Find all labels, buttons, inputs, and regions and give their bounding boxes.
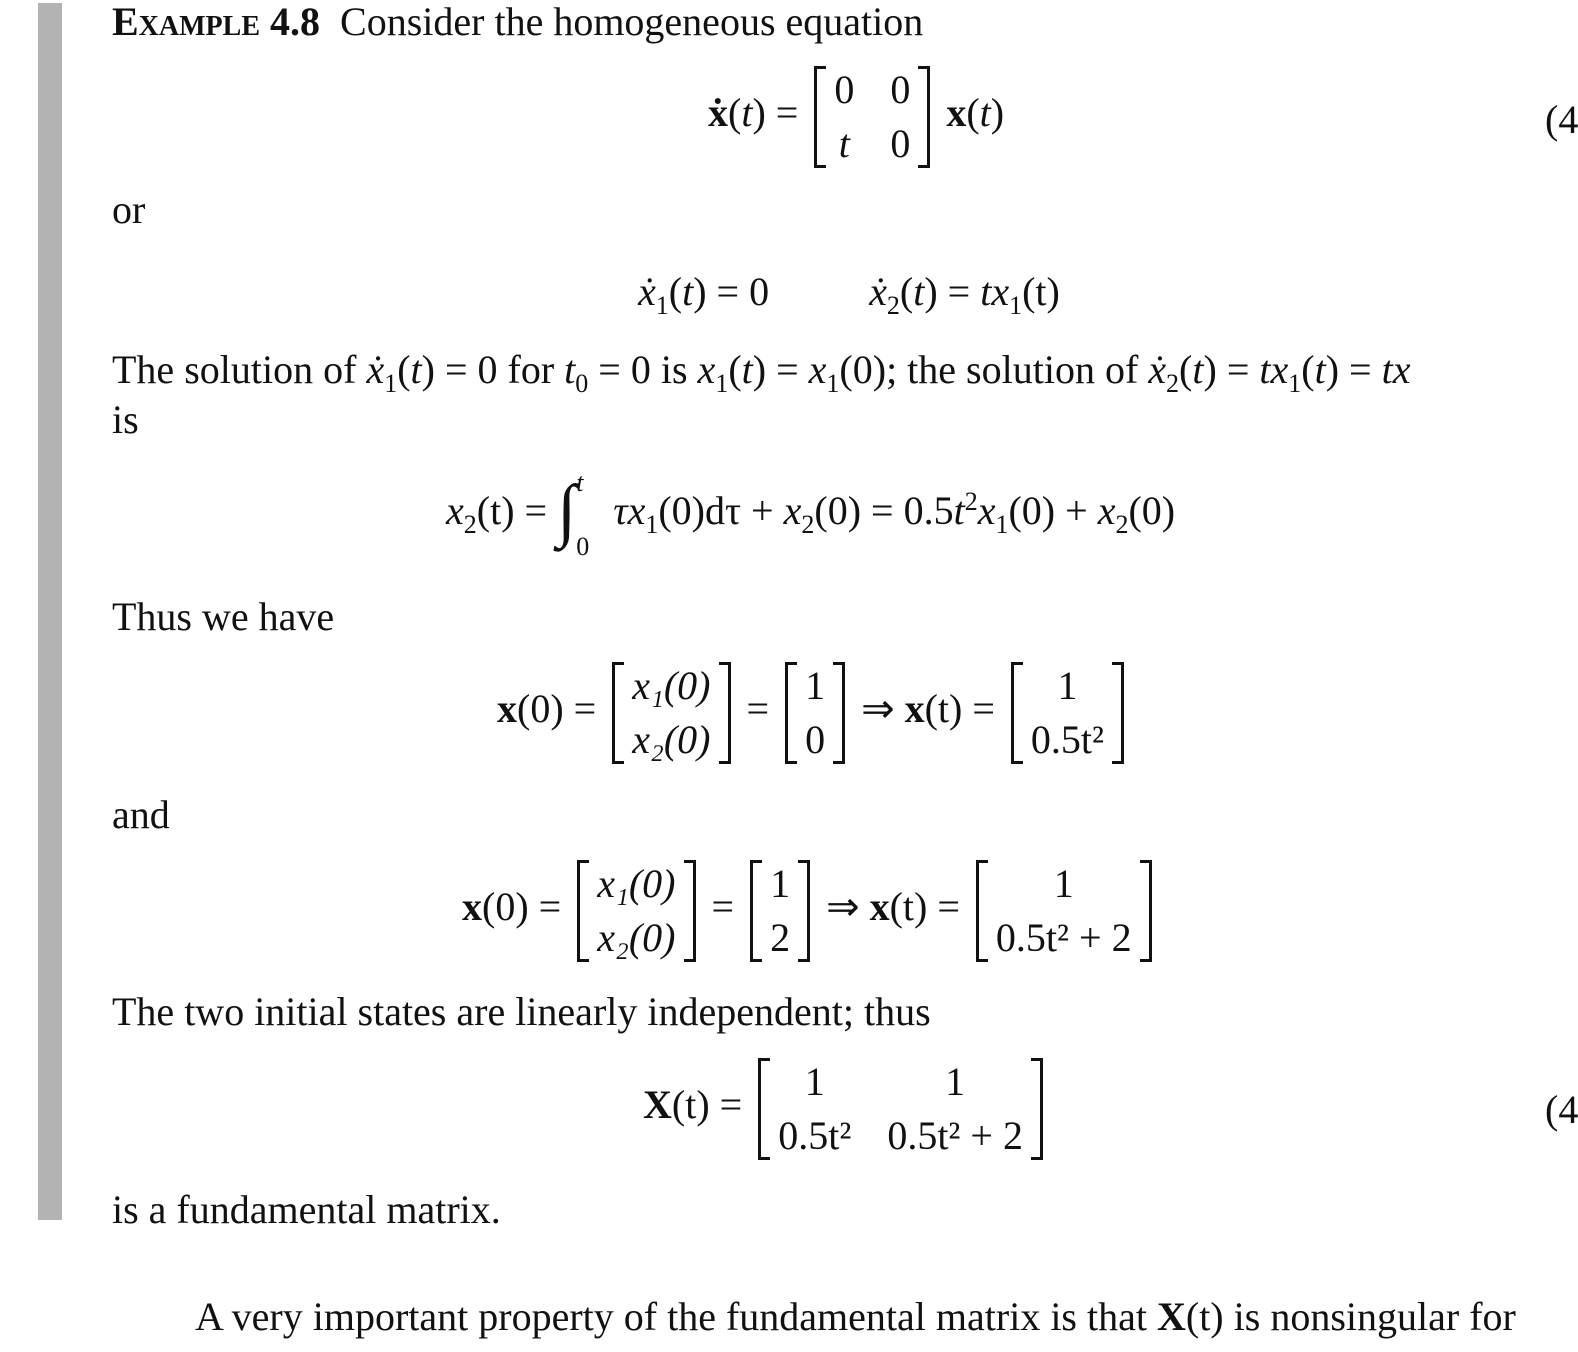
cell: 2 bbox=[770, 915, 791, 960]
text-and: and bbox=[112, 792, 170, 837]
text-or: or bbox=[112, 187, 146, 232]
cell: 1 bbox=[1057, 663, 1078, 708]
rhs: ) = 0 bbox=[693, 269, 770, 314]
equation-number: (4 bbox=[1545, 97, 1578, 142]
cell: 1 bbox=[945, 1059, 966, 1104]
text: A very important property of the fundamental matrix is that bbox=[195, 1294, 1157, 1339]
cell: x₂(0) bbox=[597, 915, 676, 960]
text: (0) + bbox=[1008, 488, 1098, 534]
example-margin-bar bbox=[38, 3, 62, 1220]
sup: 2 bbox=[964, 486, 978, 516]
arg: (t) = bbox=[924, 686, 995, 732]
arg: (t) bbox=[1022, 269, 1060, 314]
arg: (0) = bbox=[517, 686, 597, 732]
implies: ⇒ bbox=[826, 884, 860, 930]
text: = bbox=[766, 347, 809, 392]
x1dot: ẋ bbox=[638, 269, 656, 314]
arg: (t) = bbox=[671, 1082, 743, 1128]
cell: 0 bbox=[805, 717, 826, 762]
x: x bbox=[977, 488, 996, 534]
text: (0) = 0.5 bbox=[814, 488, 954, 534]
sub: 2 bbox=[886, 291, 900, 320]
text: The solution of bbox=[112, 347, 367, 392]
example-label: Example 4.8 bbox=[112, 0, 321, 44]
equals: ) = bbox=[924, 269, 981, 314]
implies: ⇒ bbox=[861, 686, 895, 732]
cell: 0.5t² bbox=[778, 1113, 852, 1158]
example-intro: Consider the homogeneous equation bbox=[340, 0, 924, 44]
cell: 1 bbox=[805, 663, 826, 708]
x: x bbox=[446, 488, 464, 534]
arg: (0) = bbox=[482, 884, 562, 930]
t: t bbox=[741, 90, 753, 136]
text: (0) bbox=[1128, 488, 1176, 534]
upper-limit: t bbox=[576, 468, 584, 497]
text: tx bbox=[1381, 347, 1411, 392]
sub: 1 bbox=[645, 510, 659, 540]
cell: 0 bbox=[834, 67, 855, 112]
equals: = bbox=[775, 90, 799, 136]
text: = bbox=[1216, 347, 1260, 392]
cell: x₂(0) bbox=[632, 717, 711, 762]
text: = 0 is bbox=[588, 347, 698, 392]
text: = 0 for bbox=[434, 347, 565, 392]
t: t bbox=[682, 269, 694, 314]
equation-fundamental-matrix bbox=[643, 1058, 1049, 1160]
cell: 0 bbox=[890, 67, 911, 112]
x2dot: ẋ bbox=[869, 269, 887, 314]
paragraph-solution: The solution of ẋ$_1$(t) = 0 for $t_0 = 0$ is $x_1(t) = x_1(0)$; the solution of ẋ$_2$(t) = $tx_1(t)$ = tx bbox=[112, 347, 1411, 398]
X: X bbox=[1156, 1294, 1186, 1339]
cell: 1 bbox=[1053, 861, 1074, 906]
text: = bbox=[1339, 347, 1382, 392]
x: x bbox=[946, 90, 967, 136]
cell: 0 bbox=[890, 121, 911, 166]
cell: 0.5t² + 2 bbox=[887, 1113, 1023, 1158]
cell: x₁(0) bbox=[632, 663, 711, 708]
text-thus: Thus we have bbox=[112, 594, 335, 639]
text: (0)dτ + bbox=[658, 488, 784, 534]
paragraph-independent: The two initial states are linearly independent; thus bbox=[112, 989, 931, 1034]
example-heading bbox=[112, 2, 923, 42]
tx: tx bbox=[980, 269, 1010, 314]
arg: (t) = bbox=[889, 884, 960, 930]
sub: 2 bbox=[463, 510, 477, 540]
integral-sign: ∫ bbox=[557, 472, 577, 549]
sub: 1 bbox=[655, 291, 669, 320]
integrand: τx bbox=[613, 488, 646, 534]
x: x bbox=[869, 884, 890, 930]
lower-limit: 0 bbox=[576, 532, 590, 561]
cell: 0.5t² + 2 bbox=[995, 915, 1132, 960]
text: ; the solution of bbox=[886, 347, 1149, 392]
equation-number: (4 bbox=[1545, 1087, 1578, 1132]
sub: 1 bbox=[1009, 291, 1023, 320]
text-fundamental: is a fundamental matrix. bbox=[112, 1187, 501, 1232]
equation-integral: $x_2(t)$ = ∫ t 0 $\tau x_1(0)d\tau + x_2(0) = 0.5t^2x_1(0) + x_2(0)$ bbox=[446, 468, 1176, 561]
cell: 1 bbox=[770, 861, 791, 906]
equation-state: ẋ(t) = 0 0 t 0 x(t) bbox=[708, 67, 1005, 166]
cell: t bbox=[838, 121, 850, 166]
X: X bbox=[643, 1082, 672, 1128]
cell: x₁(0) bbox=[597, 861, 676, 906]
text-is: is bbox=[112, 397, 139, 442]
equation-initial-2: x(0) = x₁(0) x₂(0) = 1 2 ⇒ x(t) = 1 0.5t² + 2 bbox=[462, 860, 1158, 962]
paragraph-property bbox=[195, 1294, 1516, 1339]
t: t bbox=[913, 269, 925, 314]
arg: (t) = bbox=[476, 488, 548, 534]
t: t bbox=[953, 488, 965, 534]
x: x bbox=[497, 686, 517, 732]
matrix-A bbox=[814, 66, 930, 168]
x: x bbox=[783, 488, 802, 534]
equation-components: ẋ$_1$(t) = 0 ẋ$_2$(t) = $tx_1(t)$ bbox=[638, 269, 1060, 320]
x: x bbox=[904, 686, 925, 732]
equation-initial-1: x(0) = x₁(0) x₂(0) = 1 0 ⇒ x(t) = 1 0.5t² bbox=[497, 662, 1130, 764]
cell: 0.5t² bbox=[1030, 717, 1105, 762]
cell: 1 bbox=[804, 1059, 825, 1104]
x: x bbox=[462, 884, 482, 930]
text: is nonsingular for bbox=[1223, 1294, 1516, 1339]
arg: (t) bbox=[1185, 1294, 1224, 1339]
xdot: ẋ bbox=[708, 90, 728, 136]
